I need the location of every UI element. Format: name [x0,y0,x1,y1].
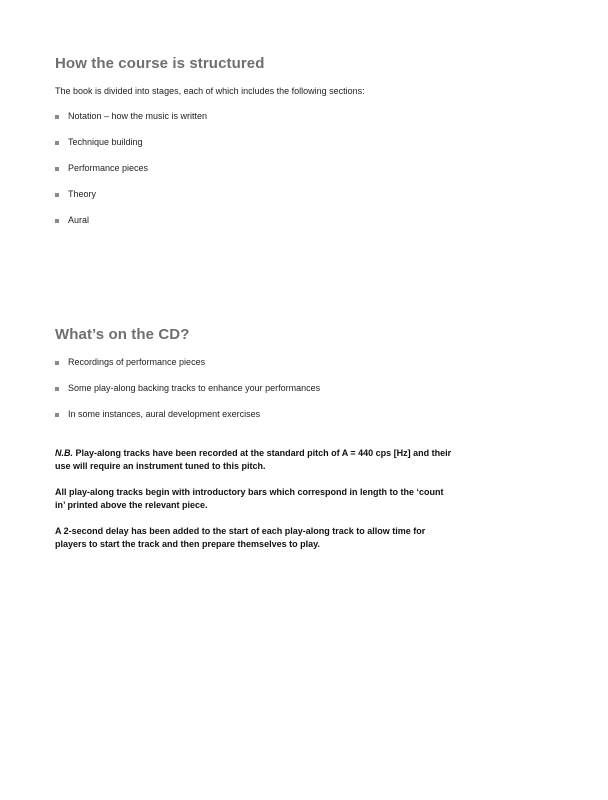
list-item [55,189,207,215]
list-item-label: Recordings of performance pieces [68,357,206,367]
course-intro-text: The book is divided into stages, each of which includes the following sections: [55,86,365,96]
cd-contents-list [55,357,320,435]
list-item [55,111,207,137]
list-item-label: Performance pieces [68,163,149,173]
square-bullet-icon [55,111,68,121]
list-item-label: Theory [68,189,97,199]
list-item [55,163,207,189]
square-bullet-icon [55,137,68,147]
list-item [55,409,320,435]
list-item-label: Aural [68,215,90,225]
square-bullet-icon [55,383,68,393]
section-heading-cd-contents: What’s on the CD? [55,326,190,343]
list-item-label: In some instances, aural development exercises [68,409,261,419]
square-bullet-icon [55,163,68,173]
tuning-note [55,447,455,472]
count-in-note: All play-along tracks begin with introductory bars which correspond in length to the ‘count in’ printed above the relevant piece. [55,487,444,510]
square-bullet-icon [55,409,68,419]
section-heading-course-structure: How the course is structured [55,55,265,72]
list-item-label: Some play-along backing tracks to enhance your performances [68,383,321,393]
delay-note: A 2-second delay has been added to the start of each play-along track to allow time for players to start the track and then prepare themselves to play. [55,526,426,549]
list-item [55,215,207,241]
square-bullet-icon [55,357,68,367]
nb-label: N.B. [55,448,73,458]
list-item [55,383,320,409]
list-item-label: Notation – how the music is written [68,111,208,121]
square-bullet-icon [55,189,68,199]
course-sections-list [55,111,207,241]
nb-text: Play-along tracks have been recorded at the standard pitch of A = 440 cps [Hz] and their use will require an instrument tuned to this pitch. [55,448,452,471]
list-item [55,137,207,163]
list-item [55,357,320,383]
list-item-label: Technique building [68,137,143,147]
square-bullet-icon [55,215,68,225]
